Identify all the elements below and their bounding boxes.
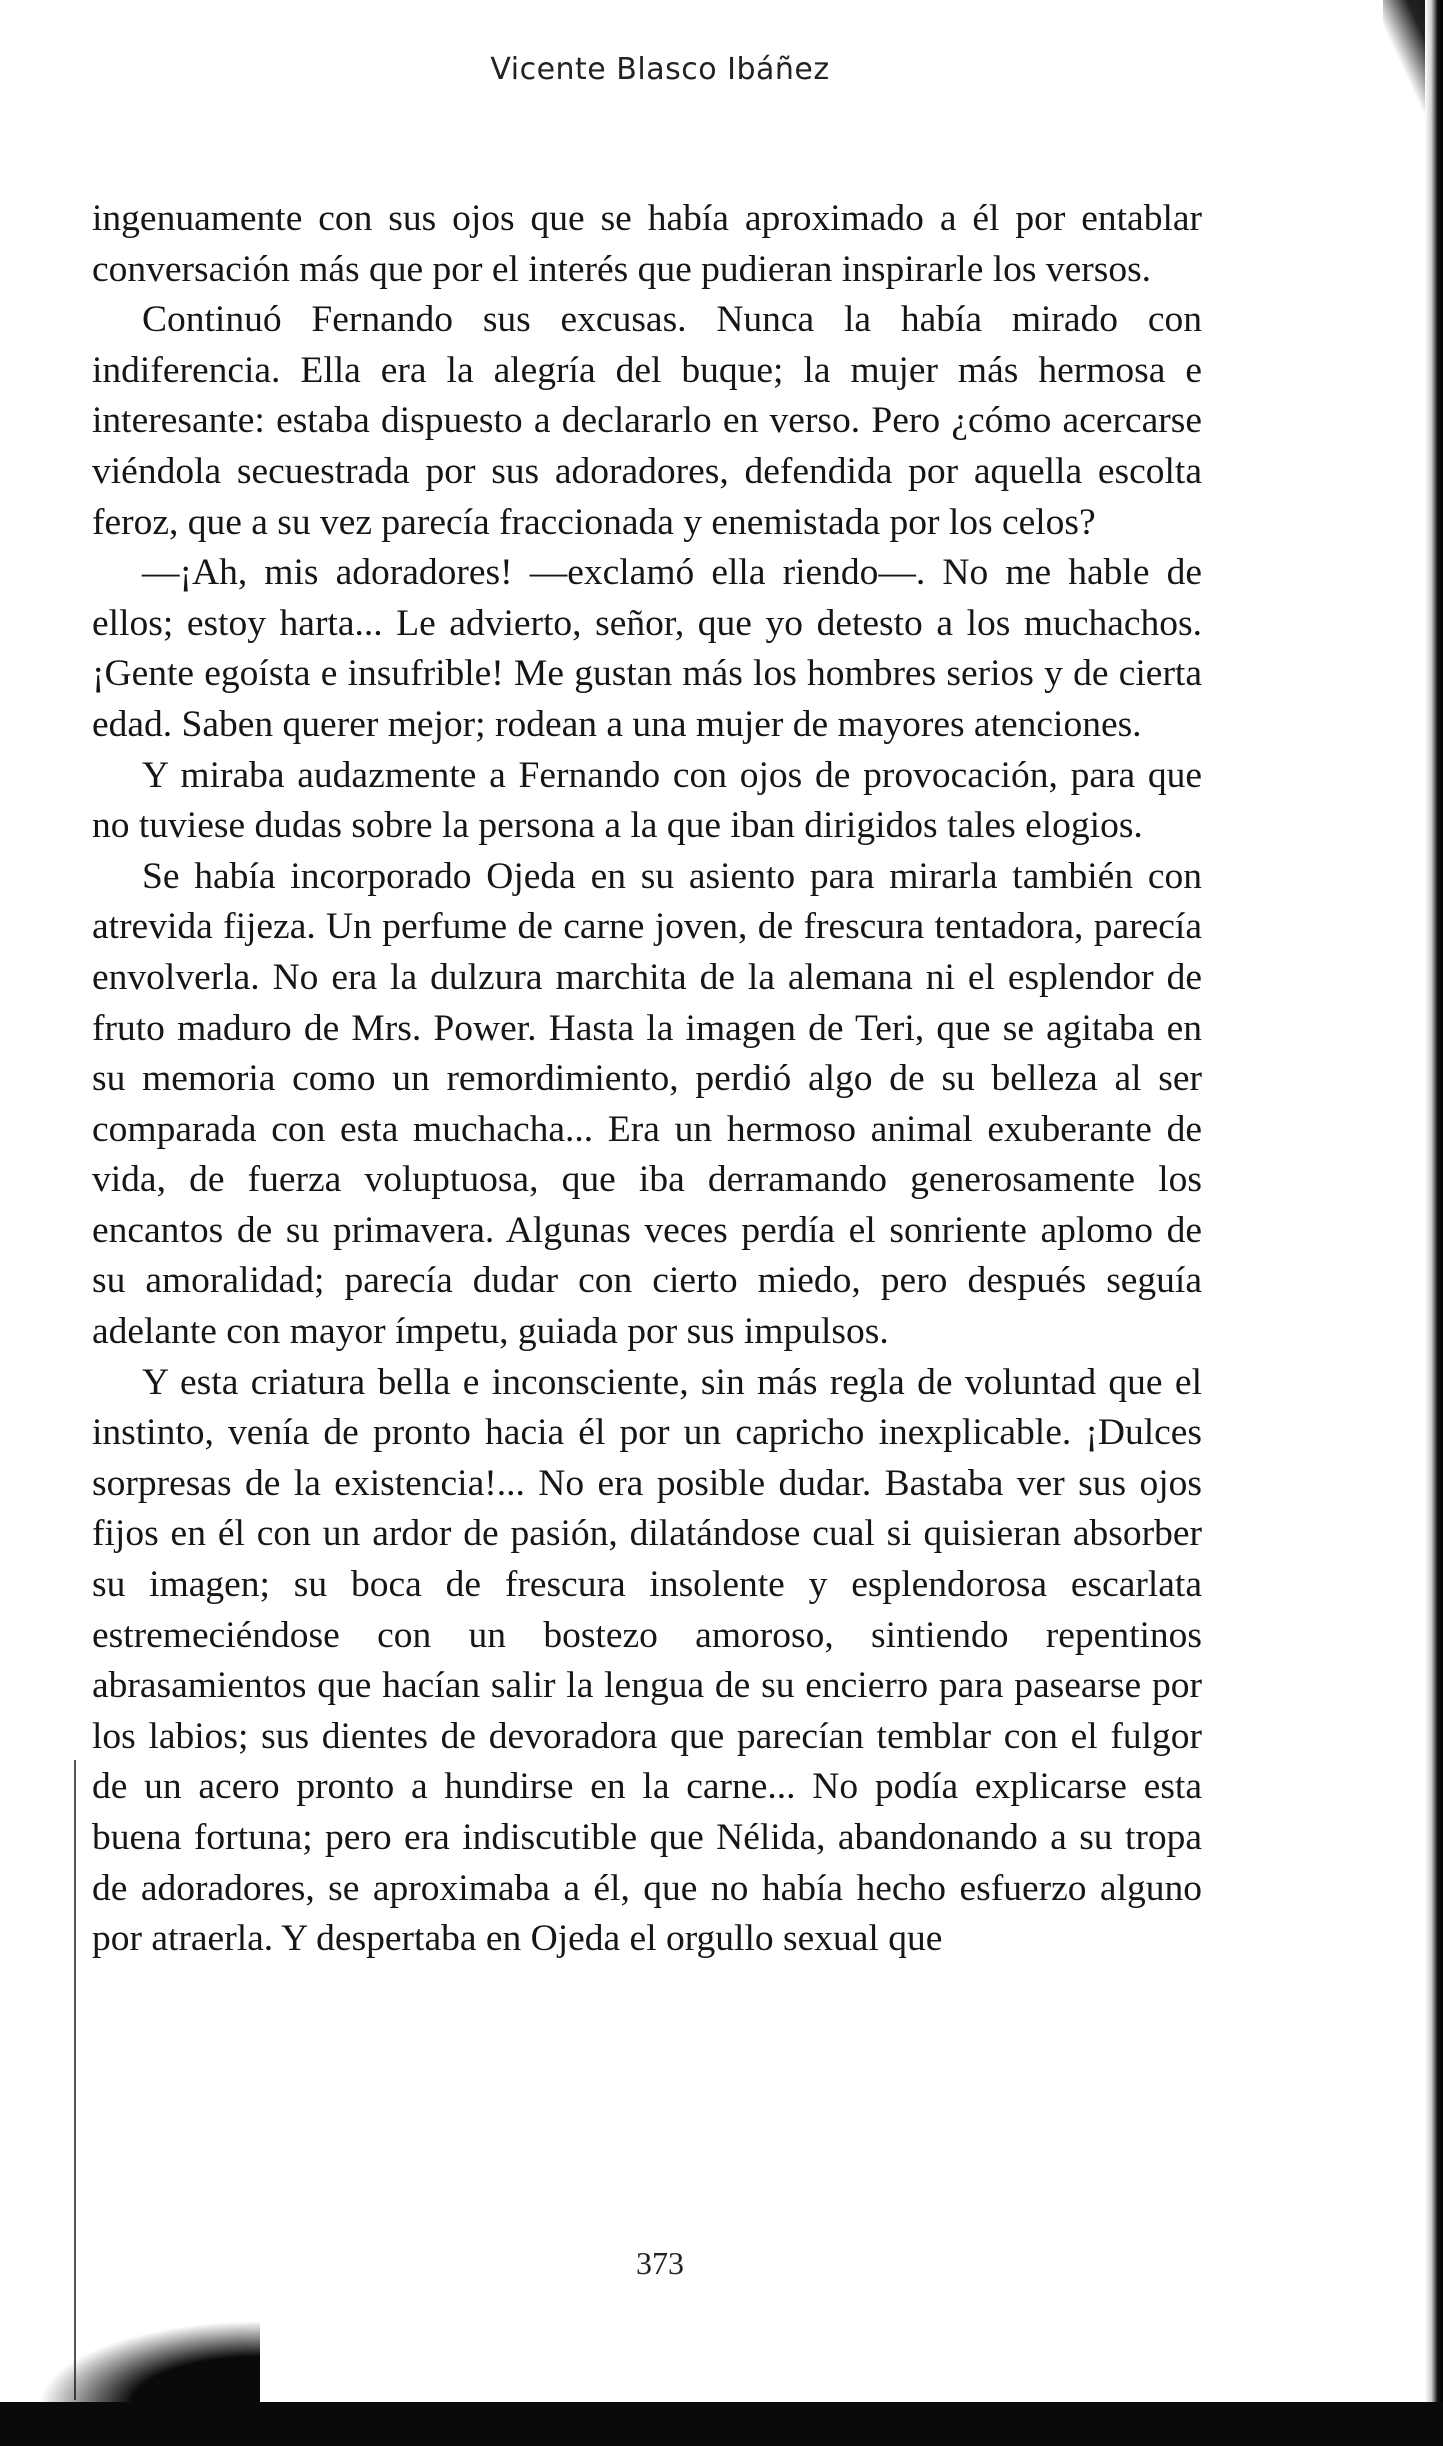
- page-number: 373: [636, 2245, 684, 2281]
- paragraph: Y miraba audazmente a Fernando con ojos de provocación, para que no tuviese dudas sobre la persona a la que iban dirigidos tales elogios.: [92, 754, 1202, 847]
- body-text: [92, 194, 1202, 1965]
- scan-shadow-bottom-edge: [0, 2402, 1443, 2446]
- paragraph: Se había incorporado Ojeda en su asiento para mirarla también con atrevida fijeza. Un perfume de carne joven, de frescura tentadora, parecía envolverla. No era la dulzura marchita de la alemana ni el esplendor de fruto maduro de Mrs. Power. Hasta la imagen de Teri, que se agitaba en su memoria como un remordimiento, perdió algo de su belleza al ser comparada con esta muchacha... Era un hermoso animal exuberante de vida, de fuerza voluptuosa, que iba derramando generosamente los encantos de su primavera. Algunas veces perdía el sonriente aplomo de su amoralidad; parecía dudar con cierto miedo, pero después seguía adelante con mayor ímpetu, guiada por sus impulsos.: [92, 855, 1202, 1353]
- scan-shadow-right-edge: [1425, 0, 1443, 2446]
- running-header: Vicente Blasco Ibáñez: [490, 52, 830, 87]
- paragraph: —¡Ah, mis adoradores! —exclamó ella riendo—. No me hable de ellos; estoy harta... Le advierto, señor, que yo detesto a los muchachos. ¡Gente egoísta e insufrible! Me gustan más los hombres serios y de cierta edad. Saben querer mejor; rodean a una mujer de mayores atenciones.: [92, 552, 1202, 745]
- scan-margin-line: [74, 1760, 76, 2400]
- scan-shadow-bottom-curl: [0, 2306, 260, 2406]
- paragraph: Y esta criatura bella e inconsciente, sin más regla de voluntad que el instinto, venía de pronto hacia él por un capricho inexplicable. ¡Dulces sorpresas de la existencia!... No era posible dudar. Bastaba ver sus ojos fijos en él con un ardor de pasión, dilatándose cual si quisieran absorber su imagen; su boca de frescura insolente y esplendorosa escarlata estremeciéndose con un bostezo amoroso, sintiendo repentinos abrasamientos que hacían salir la lengua de su encierro para pasearse por los labios; sus dientes de devoradora que parecían temblar con el fulgor de un acero pronto a hundirse en la carne... No podía explicarse esta buena fortuna; pero era indiscutible que Nélida, abandonando a su tropa de adoradores, se aproximaba a él, que no había hecho esfuerzo alguno por atraerla. Y despertaba en Ojeda el orgullo sexual que: [92, 1361, 1202, 1960]
- paragraph: Continuó Fernando sus excusas. Nunca la había mirado con indiferencia. Ella era la alegría del buque; la mujer más hermosa e interesante: estaba dispuesto a declararlo en verso. Pero ¿cómo acercarse viéndola secuestrada por sus adoradores, defendida por aquella escolta feroz, que a su vez parecía fraccionada y enemistada por los celos?: [92, 299, 1202, 543]
- paragraph: ingenuamente con sus ojos que se había aproximado a él por entablar conversación más que por el interés que pudieran inspirarle los versos.: [92, 198, 1202, 290]
